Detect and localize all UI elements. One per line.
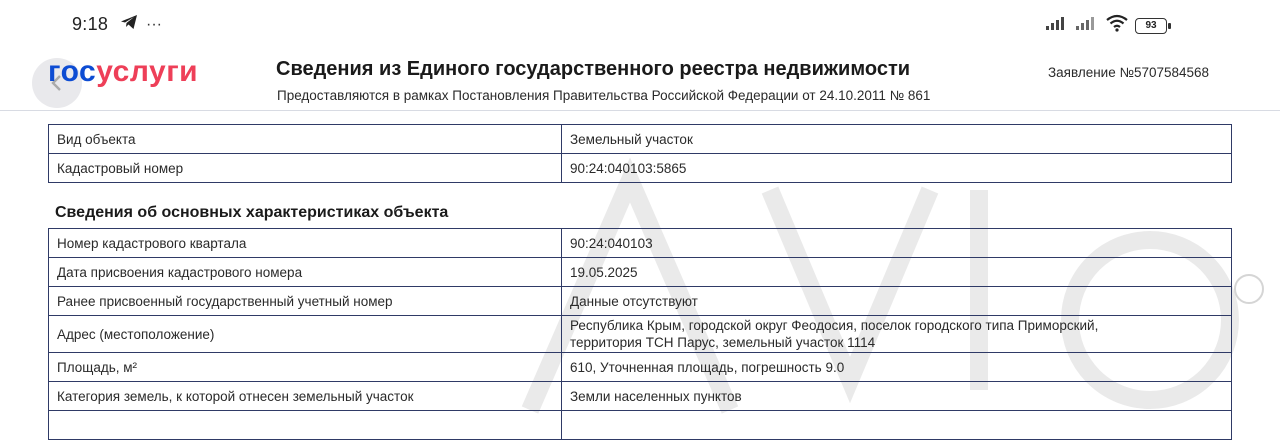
table-row <box>49 258 1232 287</box>
row-value <box>562 411 1232 440</box>
document-title: Сведения из Единого государственного реестра недвижимости <box>276 58 911 80</box>
header-divider <box>0 110 1280 111</box>
characteristics-table <box>48 228 1232 440</box>
table-row <box>49 411 1232 440</box>
row-label: Вид объекта <box>49 125 562 154</box>
row-label: Кадастровый номер <box>49 154 562 183</box>
table-row <box>49 125 1232 154</box>
application-number: Заявление №5707584568 <box>1048 65 1210 80</box>
logo-part-uslugi: услуги <box>96 55 199 88</box>
section-heading: Сведения об основных характеристиках объекта <box>55 204 449 221</box>
wifi-icon <box>1105 14 1129 37</box>
table-row <box>49 353 1232 382</box>
row-label: Номер кадастрового квартала <box>49 229 562 258</box>
status-time: 9:18 <box>72 14 109 34</box>
row-value: 90:24:040103:5865 <box>562 154 1232 183</box>
row-value: Земли населенных пунктов <box>562 382 1232 411</box>
row-value <box>562 316 1232 353</box>
object-table <box>48 124 1232 183</box>
table-row <box>49 287 1232 316</box>
status-bar <box>0 0 1280 48</box>
table-row <box>49 382 1232 411</box>
row-label: Площадь, м² <box>49 353 562 382</box>
address-line-2: территория ТСН Парус, земельный участок 1114 <box>570 335 876 350</box>
signal-icon <box>1045 15 1069 36</box>
row-label: Адрес (местоположение) <box>49 316 562 353</box>
row-value: 90:24:040103 <box>562 229 1232 258</box>
row-value: Данные отсутствуют <box>562 287 1232 316</box>
row-value: Земельный участок <box>562 125 1232 154</box>
battery-icon: 93 <box>1135 18 1167 34</box>
gosuslugi-logo <box>48 55 198 89</box>
signal-icon <box>1075 15 1099 36</box>
address-line-1: Республика Крым, городской округ Феодосия, поселок городского типа Приморский, <box>570 318 1099 333</box>
table-row <box>49 316 1232 353</box>
status-overflow: ··· <box>146 15 162 33</box>
row-value: 610, Уточненная площадь, погрешность 9.0 <box>562 353 1232 382</box>
table-row <box>49 154 1232 183</box>
row-value: 19.05.2025 <box>562 258 1232 287</box>
row-label: Ранее присвоенный государственный учетный номер <box>49 287 562 316</box>
row-label: Категория земель, к которой отнесен земельный участок <box>49 382 562 411</box>
row-label <box>49 411 562 440</box>
row-label: Дата присвоения кадастрового номера <box>49 258 562 287</box>
logo-part-gos: гос <box>48 55 97 88</box>
table-row <box>49 229 1232 258</box>
telegram-icon <box>120 14 138 35</box>
edge-indicator <box>1234 274 1264 304</box>
document-subtitle: Предоставляются в рамках Постановления Правительства Российской Федерации от 24.10.2011 № 861 <box>277 88 931 103</box>
